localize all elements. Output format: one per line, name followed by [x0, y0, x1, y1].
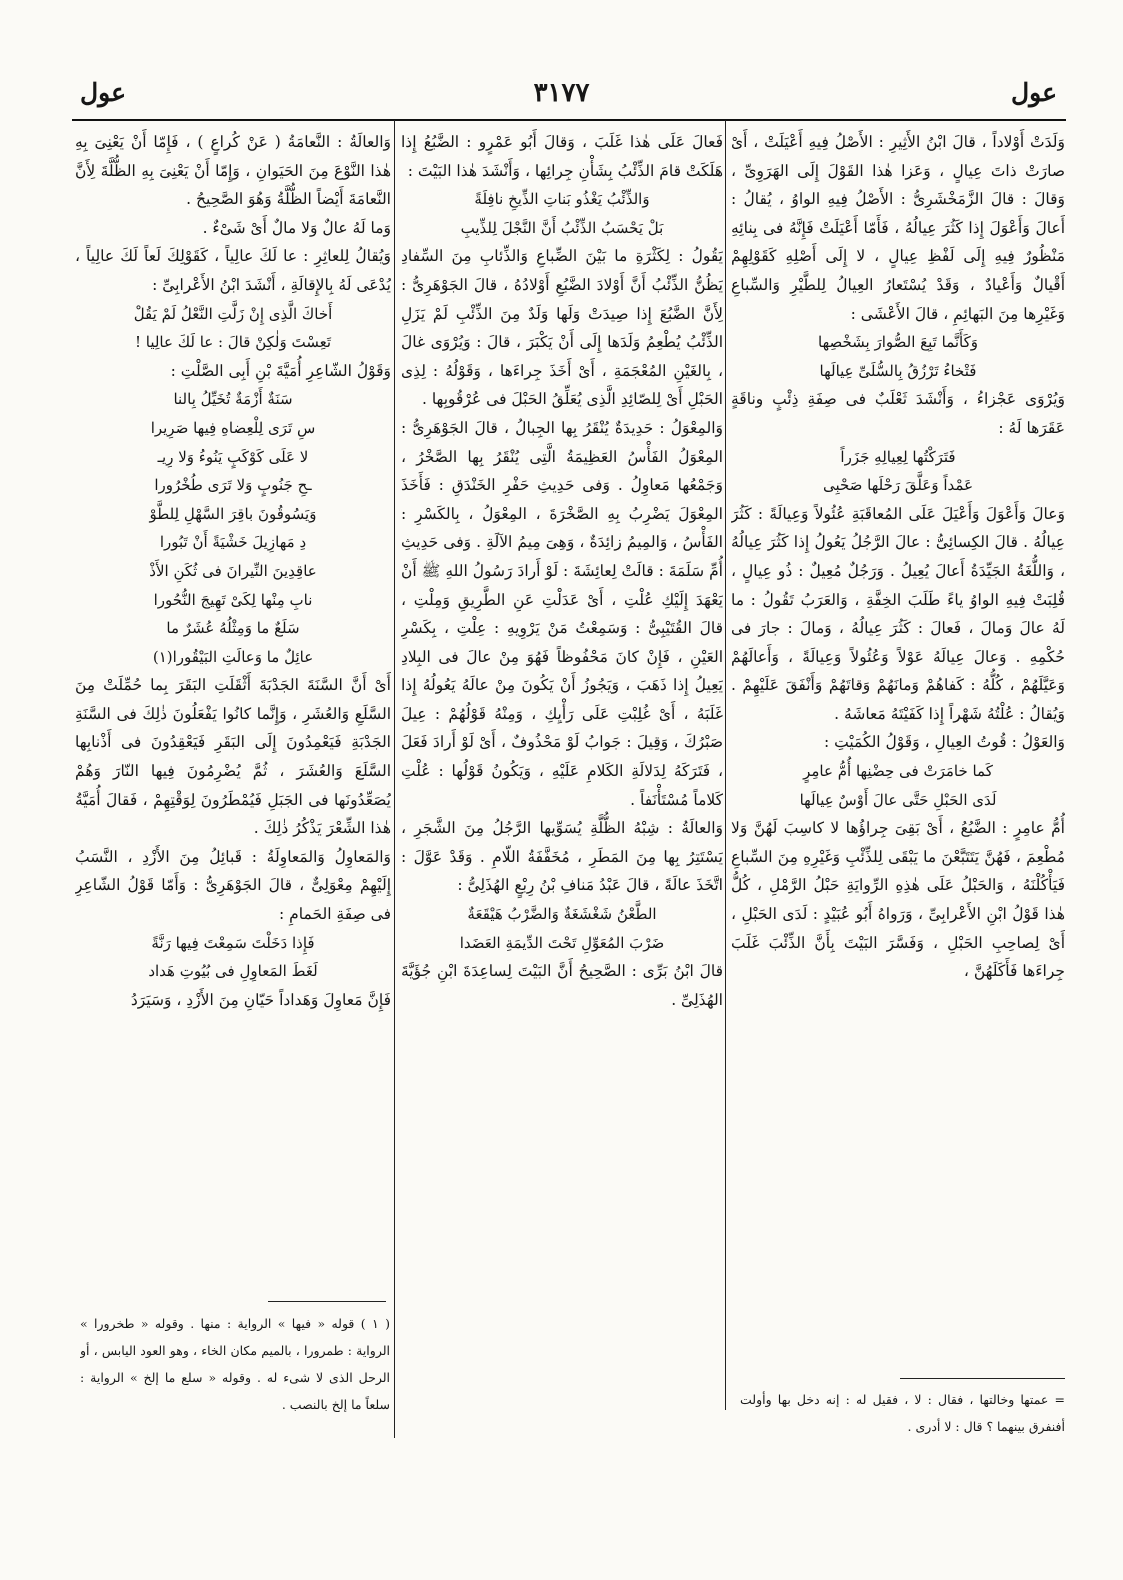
paragraph: فَعالَ عَلَى هٰذا غَلَبَ ، وَقالَ أَبُو عَمْرٍو : الضَّبُعُ إِذا هَلَكَتْ قامَ الذِّئْبُ بِشَأْنِ جِرائِها ، وَأَنْشَدَ هٰذا البَيْتَ : [401, 133, 723, 180]
footnote-separator-right [900, 1378, 1065, 1379]
verse-line: لَغَطَ المَعاوِلِ فى بُيُوتِ هَداد [148, 962, 318, 981]
footnote-separator-left [268, 1301, 386, 1302]
paragraph: قالَ ابْنُ بَرِّى : الصَّحِيحُ أَنَّ البَيْتَ لِساعِدَةَ ابْنِ جُؤَيَّةَ الهُذَلِىِّ . [401, 962, 723, 1009]
verse-line: فَإِذا دَخَلْتَ سَمِعْتَ فِيها رَنَّةً [151, 933, 315, 952]
paragraph: وَيُرْوَى عَجْزاءُ ، وَأَنْشَدَ ثَعْلَبٌ فى صِفَةِ ذِئْبٍ وناقَةٍ عَقَرَها لَهُ : [731, 390, 1065, 437]
verse-line: سَلَعٌ ما وَمِثْلُهُ عُشَرٌ ما [166, 619, 300, 638]
verse-line: دِ مَهازِيلَ خَشْيَةً أَنْ تَبُورا [159, 533, 307, 552]
verse-line: وَالذِّئْبُ يَغْذُو بَناتِ الذِّيخِ نافِلَةً [474, 190, 650, 209]
text-column-middle [401, 128, 723, 1400]
text-column-right [731, 128, 1065, 1360]
header-rule [72, 119, 1066, 121]
paragraph: فَإِنَّ مَعاوِلَ وَهَداداً حَيّانِ مِنَ الأَزْدِ ، وَسَيَرَدُ [130, 990, 391, 1009]
paragraph: وَالعالَةُ : النَّعامَةُ ( عَنْ كُراعٍ ) ، فَإِمّا أَنْ يَعْنِىَ بِهِ هٰذا النَّوْعَ مِنَ الحَيَوانِ ، وَإِمّا أَنْ يَعْنِىَ بِهِ الظُّلَّةَ لِأَنَّ النَّعامَةَ أَيْضاً الظُّلَّةُ وَهُوَ الصَّحِيحُ . [75, 133, 391, 209]
text-column-left [75, 128, 391, 1296]
header-keyword-left: عول [80, 78, 126, 107]
footnote-right: = عمتها وخالتها ، فقال : لا ، فقيل له : إنه دخل بها وأولت أفنفرق بينهما ؟ قال : لا أدرى . [740, 1392, 1065, 1434]
footnote-left: ( ١ ) قوله « فيها » الرواية : منها . وقوله « طخرورا » الرواية : طمرورا ، بالميم مكان الخاء ، وهو العود اليابس ، أو الرحل الذى لا شىء له . وقوله « سلع ما إلخ » الرواية : سلعاً ما إلخ بالنصب . [80, 1316, 390, 1412]
verse-line: لَدَى الحَبْلِ حَتَّى عالَ أَوْسٌ عِيالَها [799, 790, 997, 809]
verse-line: سِ تَرَى لِلْعِضاهِ فِيها صَرِيرا [150, 418, 316, 437]
verse-line: كَما خامَرَتْ فى حِضْنِها أُمُّ عامِرٍ [803, 762, 993, 781]
column-divider-right [725, 120, 726, 1410]
paragraph: وَقَوْلُ الشّاعِرِ أُمَيَّةَ بْنِ أَبِى الصَّلْتِ : [170, 361, 391, 380]
verse-line: ضَرْبَ المُعَوِّلِ تَحْتَ الدِّيمَةِ العَضَدا [459, 933, 665, 952]
paragraph: وَالمِعْوَلُ : حَدِيدَةٌ يُنْقَرُ بِها الجِبالُ ، قالَ الجَوْهَرِىُّ : المِعْوَلُ الفَأْسُ العَظِيمَةُ الَّتِى يُنْقَرُ بِها الصَّخْرُ ، وَجَمْعُها مَعاوِلُ . وَفى حَدِيثِ حَفْرِ الخَنْدَقِ : فَأَخَذَ المِعْوَلَ يَضْرِبُ بِهِ الصَّخْرَةَ ، المِعْوَلُ ، بِالكَسْرِ : الفَأْسُ ، وَالمِيمُ زائِدَةٌ ، وَهِىَ مِيمُ الآلَةِ . وَفى حَدِيثِ أُمِّ سَلَمَةَ : قالَتْ لِعائِشَةَ : لَوْ أَرادَ رَسُولُ اللهِ ﷺ أَنْ يَعْهَدَ إِلَيْكِ عُلْتِ ، أَىْ عَدَلْتِ عَنِ الطَّرِيقِ وَمِلْتِ ، قالَ القُتَيْبِىُّ : وَسَمِعْتُ مَنْ يَرْوِيهِ : عِلْتِ ، بِكَسْرِ العَيْنِ ، فَإِنْ كانَ مَحْفُوظاً فَهُوَ مِنْ عالَ فى البِلادِ يَعِيلُ إِذا ذَهَبَ ، وَيَجُوزُ أَنْ يَكُونَ مِنْ عالَهُ يَعُولُهُ إِذا غَلَبَهُ ، أَىْ غُلِبْتِ عَلَى رَأْيِكِ ، وَمِنْهُ قَوْلُهُمْ : عِيلَ صَبْرُكَ ، وَقِيلَ : جَوابُ لَوْ مَحْذُوفٌ ، أَىْ لَوْ أَرادَ فَعَلَ ، فَتَرَكَهُ لِدَلالَةِ الكَلامِ عَلَيْهِ ، وَيَكُونُ قَوْلُها : عُلْتِ كَلاماً مُسْتَأْنَفاً . [401, 418, 723, 809]
paragraph: وَعالَ وَأَعْوَلَ وَأَعْيَلَ عَلَى المُعاقَبَةِ عُئُولاً وَعِيالَةً : كَثُرَ عِيالُهُ . قالَ الكِسائِىُّ : عالَ الرَّجُلُ يَعُولُ إِذا كَثُرَ عِيالُهُ ، وَاللُّغَةُ الجَيِّدَةُ أَعالَ يُعِيلُ . وَرَجُلٌ مُعِيلٌ : ذُو عِيالٍ ، قُلِبَتْ فِيهِ الواوُ ياءً طَلَبَ الخِفَّةِ ، وَالعَرَبُ تَقُولُ : ما لَهُ عالَ وَمالَ ، فَعالَ : كَثُرَ عِيالُهُ ، وَمالَ : جارَ فى حُكْمِهِ . وَعالَ عِيالَهُ عَوْلاً وَعُئُولاً وَعِيالَةً ، وَأَعالَهُمْ وَعَيَّلَهُمْ ، كُلُّهُ : كَفاهُمْ وَمانَهُمْ وَقاتَهُمْ وَأَنْفَقَ عَلَيْهِمْ . وَيُقالُ : عُلْتُهُ شَهْراً إِذا كَفَيْتَهُ مَعاشَهُ . [731, 504, 1065, 723]
verse-line: سَنَةٌ أَزْمَةٌ تُخَيِّلُ بِالنا [173, 390, 293, 409]
paragraph: وَيُقالُ لِلعاثِرِ : عا لَكَ عالِياً ، كَقَوْلِكَ لَعاً لَكَ عالِياً ، يُدْعَى لَهُ بِالإِقالَةِ ، أَنْشَدَ ابْنُ الأَعْرابِىِّ : [75, 247, 391, 294]
verse-line: وَكَأَنَّما تَبِعَ الصُّوارَ بِشَخْصِها [818, 333, 978, 352]
verse-line: فَتْخاءُ تَرْزُقُ بِالسُّلَىِّ عِيالَها [819, 361, 977, 380]
paragraph: وَلَدَتْ أَوْلاداً ، قالَ ابْنُ الأَثِيرِ : الأَصْلُ فِيهِ أَعْيَلَتْ ، أَىْ صارَتْ ذاتَ عِيالٍ ، وَعَزا هٰذا القَوْلَ إِلَى الهَرَوِىِّ ، وَقالَ : قالَ الزَّمَخْشَرِىُّ : الأَصْلُ فِيهِ الواوُ ، يُقالُ : أَعالَ وَأَعْوَلَ إِذا كَثُرَ عِيالُهُ ، فَأَمّا أَعْيَلَتْ فَإِنَّهُ فى بِنائِهِ مَنْظُورٌ فِيهِ إِلَى لَفْظِ عِيالٍ ، لا إِلَى أَصْلِهِ كَقَوْلِهِمْ أَقْيالٌ وَأَعْيادٌ ، وَقَدْ يُسْتَعارُ العِيالُ لِلطَّيْرِ وَالسِّباعِ وَغَيْرِها مِنَ البَهائِمِ ، قالَ الأَعْشَى : [731, 133, 1065, 323]
verse-line: لا عَلَى كَوْكَبٍ يَنُوءُ وَلا رِيـ [157, 447, 309, 466]
verse-line: ـحِ جَنُوبٍ وَلا تَرَى طُخْرُورا [154, 476, 312, 495]
verse-line: بَلْ يَحْسَبُ الذِّئْبُ أَنَّ النَّجْلَ لِلذِّيبِ [460, 218, 664, 237]
verse-line: عائِلٌ ما وَعالَتِ البَيْقُورا(١) [152, 647, 314, 666]
column-divider-left [394, 120, 395, 1438]
paragraph: وَالعَوْلُ : قُوتُ العِيالِ ، وَقَوْلُ الكُمَيْتِ : [824, 733, 1065, 752]
paragraph: وَما لَهُ عالٌ وَلا مالٌ أَىْ شَىْءٌ . [202, 218, 391, 237]
paragraph: وَالعالَةُ : شِبْهُ الظُّلَّةِ يُسَوِّيها الرَّجُلُ مِنَ الشَّجَرِ ، يَسْتَتِرُ بِها مِنَ المَطَرِ ، مُخَفَّفَةُ اللّامِ . وَقَدْ عَوَّلَ : اتَّخَذَ عالَةً ، قالَ عَبْدُ مَنافِ بْنُ رِبْعٍ الهُذَلِىُّ : [401, 819, 723, 895]
verse-line: عَمْداً وَعَلَّقَ رَحْلَها صَحْبِى [822, 476, 974, 495]
verse-line: تَعِسْتَ وَلٰكِنْ قالَ : عا لَكَ عالِيا ! [134, 333, 332, 352]
verse-line: الطَّعْنُ شَغْشَغَةٌ وَالضَّرْبُ هَيْقَعَةٌ [467, 905, 657, 924]
page-number: ٣١٧٧ [533, 78, 590, 108]
verse-line: نابِ مِنْها لِكَىْ تَهِيجَ النُّحُورا [153, 590, 313, 609]
paragraph: أُمُّ عامِرٍ : الضَّبُعُ ، أَىْ بَقِىَ جِراؤُها لا كاسِبَ لَهُنَّ وَلا مُطْعِمَ ، فَهُنَّ يَتَتَبَّعْنَ ما يَبْقَى لِلذِّئْبِ وَغَيْرِهِ مِنَ السِّباعِ فَيَأْكُلْنَهُ ، وَالحَبْلُ عَلَى هٰذِهِ الرِّوايَةِ حَبْلُ الرَّمْلِ ، كُلُّ هٰذا قَوْلُ ابْنِ الأَعْرابِىِّ ، وَرَواهُ أَبُو عُبَيْدٍ : لَدَى الحَبْلِ ، أَىْ لِصاحِبِ الحَبْلِ ، وَفَسَّرَ البَيْتَ بِأَنَّ الذِّئْبَ غَلَبَ جِراءَها فَأَكَلَهُنَّ ، [731, 819, 1065, 981]
page-header [0, 78, 1123, 118]
paragraph: يَقُولُ : لِكَثْرَةِ ما بَيْنَ الضِّباعِ وَالذِّئابِ مِنَ السِّفادِ يَظُنُّ الذِّئْبُ أَنَّ أَوْلادَ الضَّبُعِ أَوْلادُهُ ، قالَ الجَوْهَرِىُّ : لِأَنَّ الضَّبُعَ إِذا صِيدَتْ وَلَها وَلَدٌ مِنَ الذِّئْبِ لَمْ يَزَلِ الذِّئْبُ يُطْعِمُ وَلَدَها إِلَى أَنْ يَكْبَرَ ، قالَ : وَيُرْوَى غالَ ، بِالغَيْنِ المُعْجَمَةِ ، أَىْ أَخَذَ جِراءَها ، وَقَوْلُهُ : لِذِى الحَبْلِ أَىْ لِلصّائِدِ الَّذِى يُعَلِّقُ الحَبْلَ فى عُرْقُوبِها . [401, 247, 723, 409]
paragraph: أَىْ أَنَّ السَّنَةَ الجَدْبَةَ أَثْقَلَتِ البَقَرَ بِما حُمِّلَتْ مِنَ السَّلَعِ وَالعُشَرِ ، وَإِنَّما كانُوا يَفْعَلُونَ ذٰلِكَ فى السَّنَةِ الجَدْبَةِ فَيَعْمِدُونَ إِلَى البَقَرِ فَيَعْقِدُونَ فى أَذْنابِها السَّلَعَ وَالعُشَرَ ، ثُمَّ يُضْرِمُونَ فِيها النّارَ وَهُمْ يُصَعِّدُونَها فى الجَبَلِ فَيُمْطَرُونَ لِوَقْتِهِمْ ، فَقالَ أُمَيَّةُ هٰذا الشِّعْرَ يَذْكُرُ ذٰلِكَ . [75, 676, 391, 838]
header-keyword-right: عول [1011, 78, 1057, 107]
verse-line: عاقِدِينَ النِّيرانَ فى ثُكَنِ الأَذْ [149, 561, 317, 580]
verse-line: أَخاكَ الَّذِى إِنْ زَلَّتِ النَّعْلُ لَمْ يَقُلْ [133, 304, 333, 323]
verse-line: فَتَرَكْتُها لِعِيالِهِ جَزَراً [840, 447, 956, 466]
verse-line: وَيَسُوقُونَ باقِرَ السَّهْلِ لِلطَّوْ [149, 504, 317, 523]
paragraph: وَالمَعاوِلُ وَالمَعاوِلَةُ : قَبائِلُ مِنَ الأَزْدِ ، النَّسَبُ إِلَيْهِمْ مِعْوَلِىٌّ ، قالَ الجَوْهَرِىُّ : وَأَمّا قَوْلُ الشّاعِرِ فى صِفَةِ الحَمامِ : [75, 847, 391, 924]
